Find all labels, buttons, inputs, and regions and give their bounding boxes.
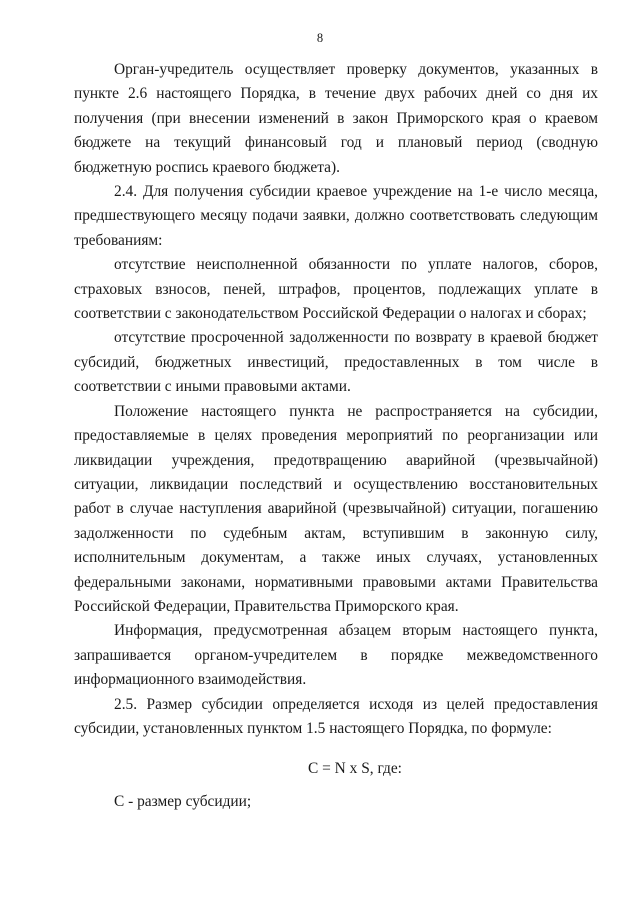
paragraph-exceptions: Положение настоящего пункта не распространяется на субсидии, предоставляемые в целях проведения мероприятий по реорганизации или ликвидации учреждения, предотвращению аварийной (чрезвычайной) ситуации, ликвидации последствий и осуществлению восстановительных работ в случае наступления аварийной (чрезвычайной) ситуации, погашению задолженности по судебным актам, вступившим в законную силу, исполнительным документам, а также иных случаях, установленных федеральными законами, нормативными правовыми актами Правительства Российской Федерации, Правительства Приморского края. (74, 402, 598, 615)
definition-c: C - размер субсидии; (114, 792, 252, 810)
paragraph-2-4-requirements: 2.4. Для получения субсидии краевое учреждение на 1-е число месяца, предшествующего месяцу подачи заявки, должно соответствовать следующим требованиям: (74, 183, 598, 249)
paragraph-no-overdue-debt: отсутствие просроченной задолженности по возврату в краевой бюджет субсидий, бюджетных инвестиций, предоставленных в том числе в соответствии с иными правовыми актами. (74, 329, 598, 396)
paragraph-no-tax-debt: отсутствие неисполненной обязанности по уплате налогов, сборов, страховых взносов, пеней, штрафов, процентов, подлежащих уплате в соответствии с законодательством Российской Федерации о налогах и сборах; (74, 256, 598, 323)
paragraph-2-5-subsidy-size: 2.5. Размер субсидии определяется исходя из целей предоставления субсидии, установленных пунктом 1.5 настоящего Порядка, по формуле: (74, 695, 598, 737)
paragraph-interagency-info: Информация, предусмотренная абзацем вторым настоящего пункта, запрашивается органом-учредителем в порядке межведомственного информационного взаимодействия. (74, 622, 598, 689)
paragraph-verification: Орган-учредитель осуществляет проверку документов, указанных в пункте 2.6 настоящего Порядка, в течение двух рабочих дней со дня их получения (при внесении изменений в закон Приморского края о краевом бюджете на текущий финансовый год и плановый период (сводную бюджетную роспись краевого бюджета). (74, 61, 598, 176)
subsidy-formula: C = N x S, где: (308, 760, 402, 778)
document-body (74, 58, 598, 814)
page-number: 8 (316, 31, 324, 45)
